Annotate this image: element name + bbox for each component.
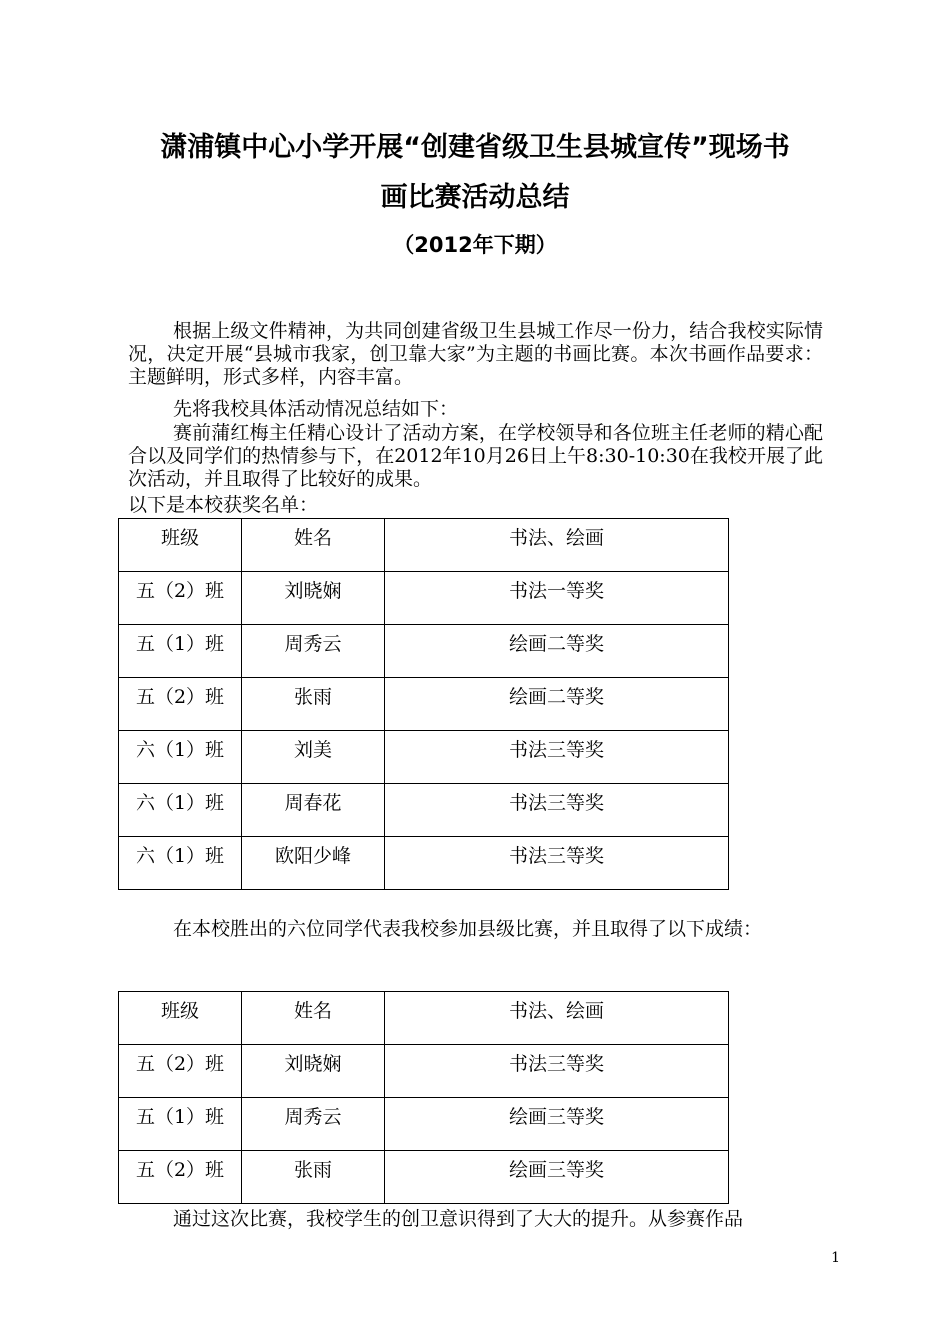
county-lead-paragraph: 在本校胜出的六位同学代表我校参加县级比赛，并且取得了以下成绩： — [173, 918, 763, 940]
cell-name: 张雨 — [242, 678, 385, 731]
cell-award: 绘画二等奖 — [385, 678, 729, 731]
school-awards-table — [118, 518, 729, 890]
header-class: 班级 — [119, 519, 242, 572]
table-row — [119, 678, 729, 731]
cell-class: 五（1）班 — [119, 1098, 242, 1151]
closing-paragraph: 通过这次比赛，我校学生的创卫意识得到了大大的提升。从参赛作品 — [173, 1208, 744, 1230]
county-awards-table — [118, 991, 729, 1204]
cell-class: 五（2）班 — [119, 572, 242, 625]
cell-class: 五（2）班 — [119, 1045, 242, 1098]
table-row — [119, 1151, 729, 1204]
activity-paragraph: 赛前蒲红梅主任精心设计了活动方案，在学校领导和各位班主任老师的精心配合以及同学们的热情参与下，在2012年10月26日上午8:30-10:30在我校开展了此次活动，并且取得了比较好的成果。 — [128, 422, 823, 490]
cell-class: 六（1）班 — [119, 837, 242, 890]
cell-award: 绘画三等奖 — [385, 1098, 729, 1151]
cell-class: 六（1）班 — [119, 784, 242, 837]
cell-award: 书法三等奖 — [385, 1045, 729, 1098]
cell-award: 绘画二等奖 — [385, 625, 729, 678]
table-header-row — [119, 992, 729, 1045]
table-row — [119, 784, 729, 837]
summary-lead-paragraph: 先将我校具体活动情况总结如下： — [173, 398, 459, 420]
cell-class: 五（2）班 — [119, 678, 242, 731]
table-row — [119, 1098, 729, 1151]
document-title-line1: 潇浦镇中心小学开展“创建省级卫生县城宣传”现场书 — [160, 132, 790, 163]
cell-name: 刘晓娴 — [242, 572, 385, 625]
cell-name: 张雨 — [242, 1151, 385, 1204]
header-name: 姓名 — [242, 992, 385, 1045]
table-row — [119, 625, 729, 678]
header-award: 书法、绘画 — [385, 992, 729, 1045]
cell-name: 刘晓娴 — [242, 1045, 385, 1098]
table-row — [119, 1045, 729, 1098]
cell-class: 五（2）班 — [119, 1151, 242, 1204]
cell-award: 书法三等奖 — [385, 731, 729, 784]
cell-name: 周秀云 — [242, 1098, 385, 1151]
cell-award: 书法三等奖 — [385, 784, 729, 837]
cell-name: 刘美 — [242, 731, 385, 784]
cell-class: 六（1）班 — [119, 731, 242, 784]
cell-name: 周春花 — [242, 784, 385, 837]
cell-award: 书法一等奖 — [385, 572, 729, 625]
document-title-line2: 画比赛活动总结 — [380, 182, 570, 213]
header-name: 姓名 — [242, 519, 385, 572]
table-row — [119, 731, 729, 784]
table-row — [119, 572, 729, 625]
intro-paragraph: 根据上级文件精神，为共同创建省级卫生县城工作尽一份力，结合我校实际情况，决定开展“县城市我家，创卫靠大家”为主题的书画比赛。本次书画作品要求：主题鲜明，形式多样，内容丰富。 — [128, 320, 823, 388]
header-award: 书法、绘画 — [385, 519, 729, 572]
cell-name: 欧阳少峰 — [242, 837, 385, 890]
header-class: 班级 — [119, 992, 242, 1045]
cell-award: 绘画三等奖 — [385, 1151, 729, 1204]
cell-award: 书法三等奖 — [385, 837, 729, 890]
table-row — [119, 837, 729, 890]
page-number: 1 — [831, 1250, 840, 1266]
cell-name: 周秀云 — [242, 625, 385, 678]
document-period: （2012年下期） — [393, 233, 557, 257]
cell-class: 五（1）班 — [119, 625, 242, 678]
table-header-row — [119, 519, 729, 572]
award-list-lead: 以下是本校获奖名单： — [128, 494, 319, 516]
